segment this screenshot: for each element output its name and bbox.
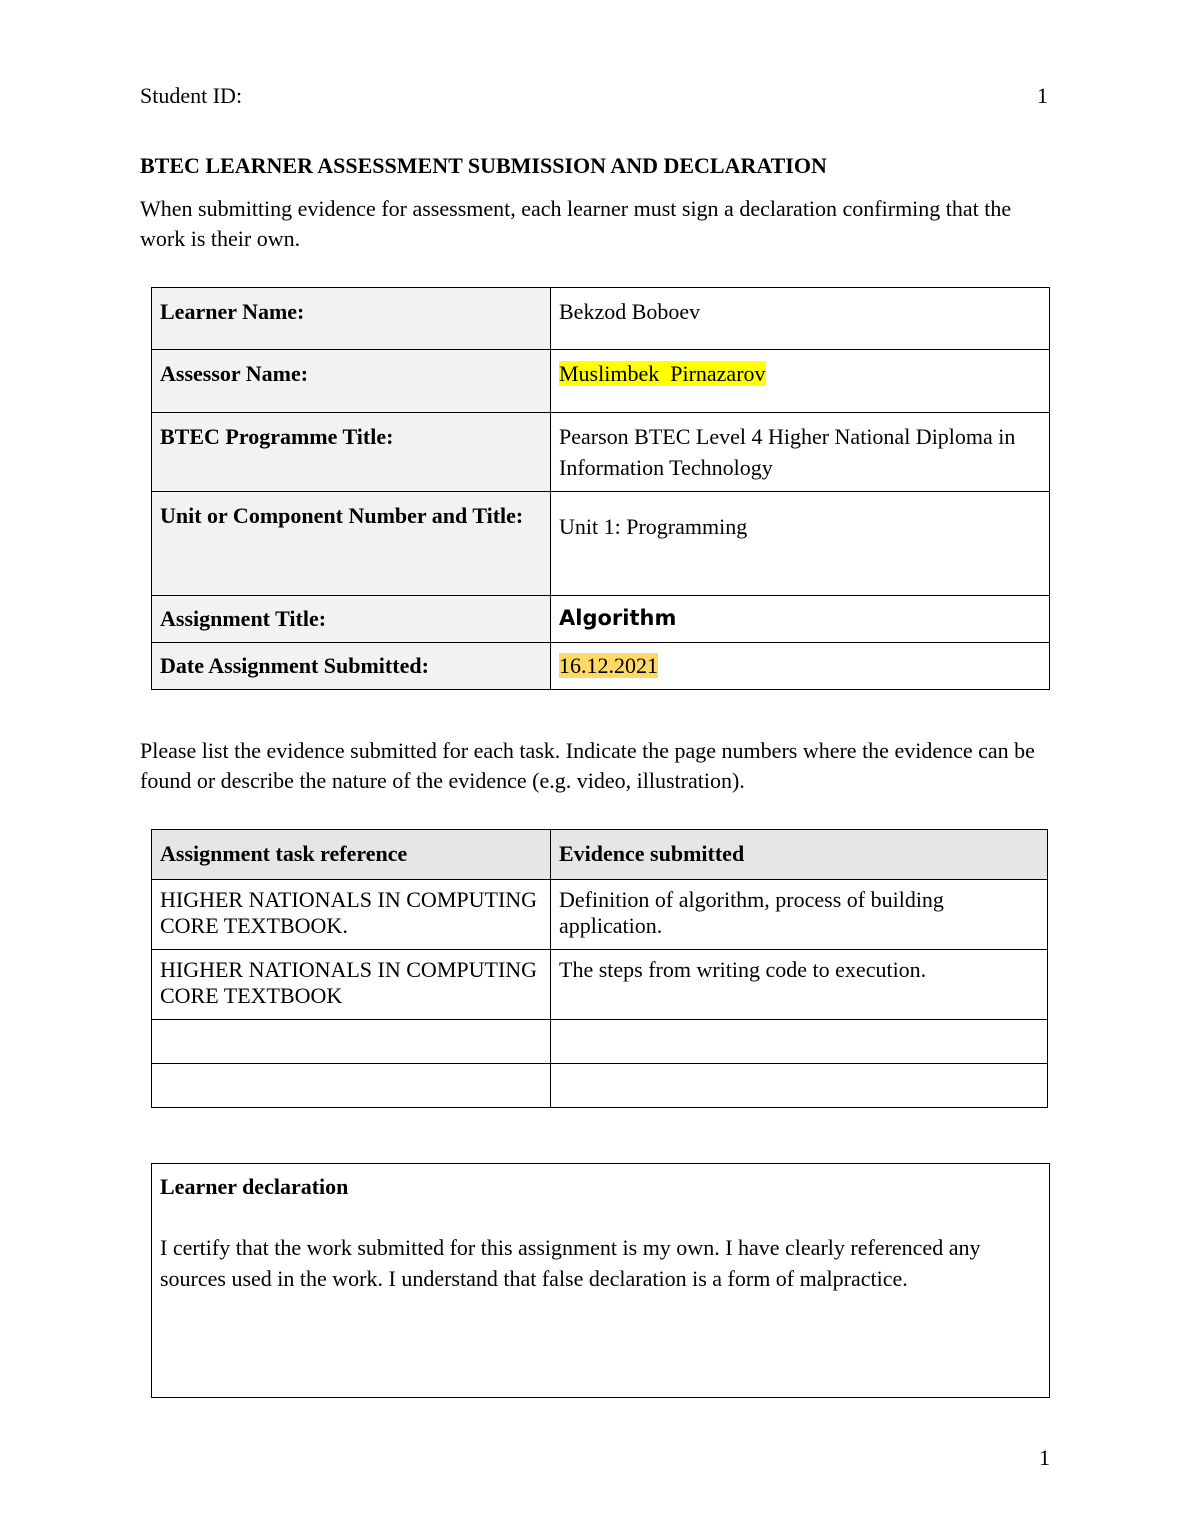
date-submitted-label: Date Assignment Submitted:	[152, 643, 551, 690]
learner-declaration-box	[151, 1163, 1050, 1398]
document-title: BTEC LEARNER ASSESSMENT SUBMISSION AND DECLARATION	[140, 153, 827, 178]
unit-value: Unit 1: Programming	[551, 492, 1050, 596]
assignment-title-value: Algorithm	[551, 596, 1050, 643]
table-row-empty	[152, 1020, 1048, 1064]
programme-title-row	[152, 413, 1050, 492]
date-submitted-row	[152, 643, 1050, 690]
assignment-title-label: Assignment Title:	[152, 596, 551, 643]
evidence-cell	[551, 1064, 1048, 1108]
unit-row	[152, 492, 1050, 596]
intro-paragraph: When submitting evidence for assessment, each learner must sign a declaration confirming that the work is their own.	[140, 196, 1012, 251]
evidence-cell	[551, 1020, 1048, 1064]
evidence-cell: Definition of algorithm, process of building application.	[551, 880, 1048, 950]
date-submitted-value: 16.12.2021	[559, 653, 658, 678]
evidence-table	[151, 829, 1048, 1108]
column-header-task-reference: Assignment task reference	[152, 830, 551, 880]
evidence-instructions: Please list the evidence submitted for each task. Indicate the page numbers where the evidence can be found or describe the nature of the evidence (e.g. video, illustration).	[140, 738, 1035, 793]
unit-label: Unit or Component Number and Title:	[152, 492, 551, 596]
declaration-text: I certify that the work submitted for this assignment is my own. I have clearly referenced any sources used in the work. I understand that false declaration is a form of malpractice.	[160, 1235, 981, 1291]
table-row	[152, 950, 1048, 1020]
page-number-header: 1	[1037, 83, 1048, 108]
evidence-cell: The steps from writing code to execution.	[551, 950, 1048, 1020]
student-id-label: Student ID:	[140, 83, 243, 108]
evidence-table-header	[152, 830, 1048, 880]
page-number-footer: 1	[1039, 1445, 1050, 1470]
assignment-title-row	[152, 596, 1050, 643]
programme-title-value: Pearson BTEC Level 4 Higher National Diploma in Information Technology	[551, 413, 1050, 492]
submission-details-table	[151, 287, 1050, 690]
task-reference-cell: HIGHER NATIONALS IN COMPUTING CORE TEXTBOOK.	[152, 880, 551, 950]
table-row-empty	[152, 1064, 1048, 1108]
assessor-name-label: Assessor Name:	[152, 350, 551, 413]
programme-title-label: BTEC Programme Title:	[152, 413, 551, 492]
task-reference-cell: HIGHER NATIONALS IN COMPUTING CORE TEXTBOOK	[152, 950, 551, 1020]
task-reference-cell	[152, 1020, 551, 1064]
declaration-title: Learner declaration	[160, 1174, 349, 1199]
task-reference-cell	[152, 1064, 551, 1108]
column-header-evidence: Evidence submitted	[551, 830, 1048, 880]
table-row	[152, 880, 1048, 950]
assessor-name-row	[152, 350, 1050, 413]
learner-name-value: Bekzod Boboev	[551, 288, 1050, 350]
assessor-name-value: Muslimbek Pirnazarov	[559, 361, 766, 386]
learner-name-label: Learner Name:	[152, 288, 551, 350]
learner-name-row	[152, 288, 1050, 350]
